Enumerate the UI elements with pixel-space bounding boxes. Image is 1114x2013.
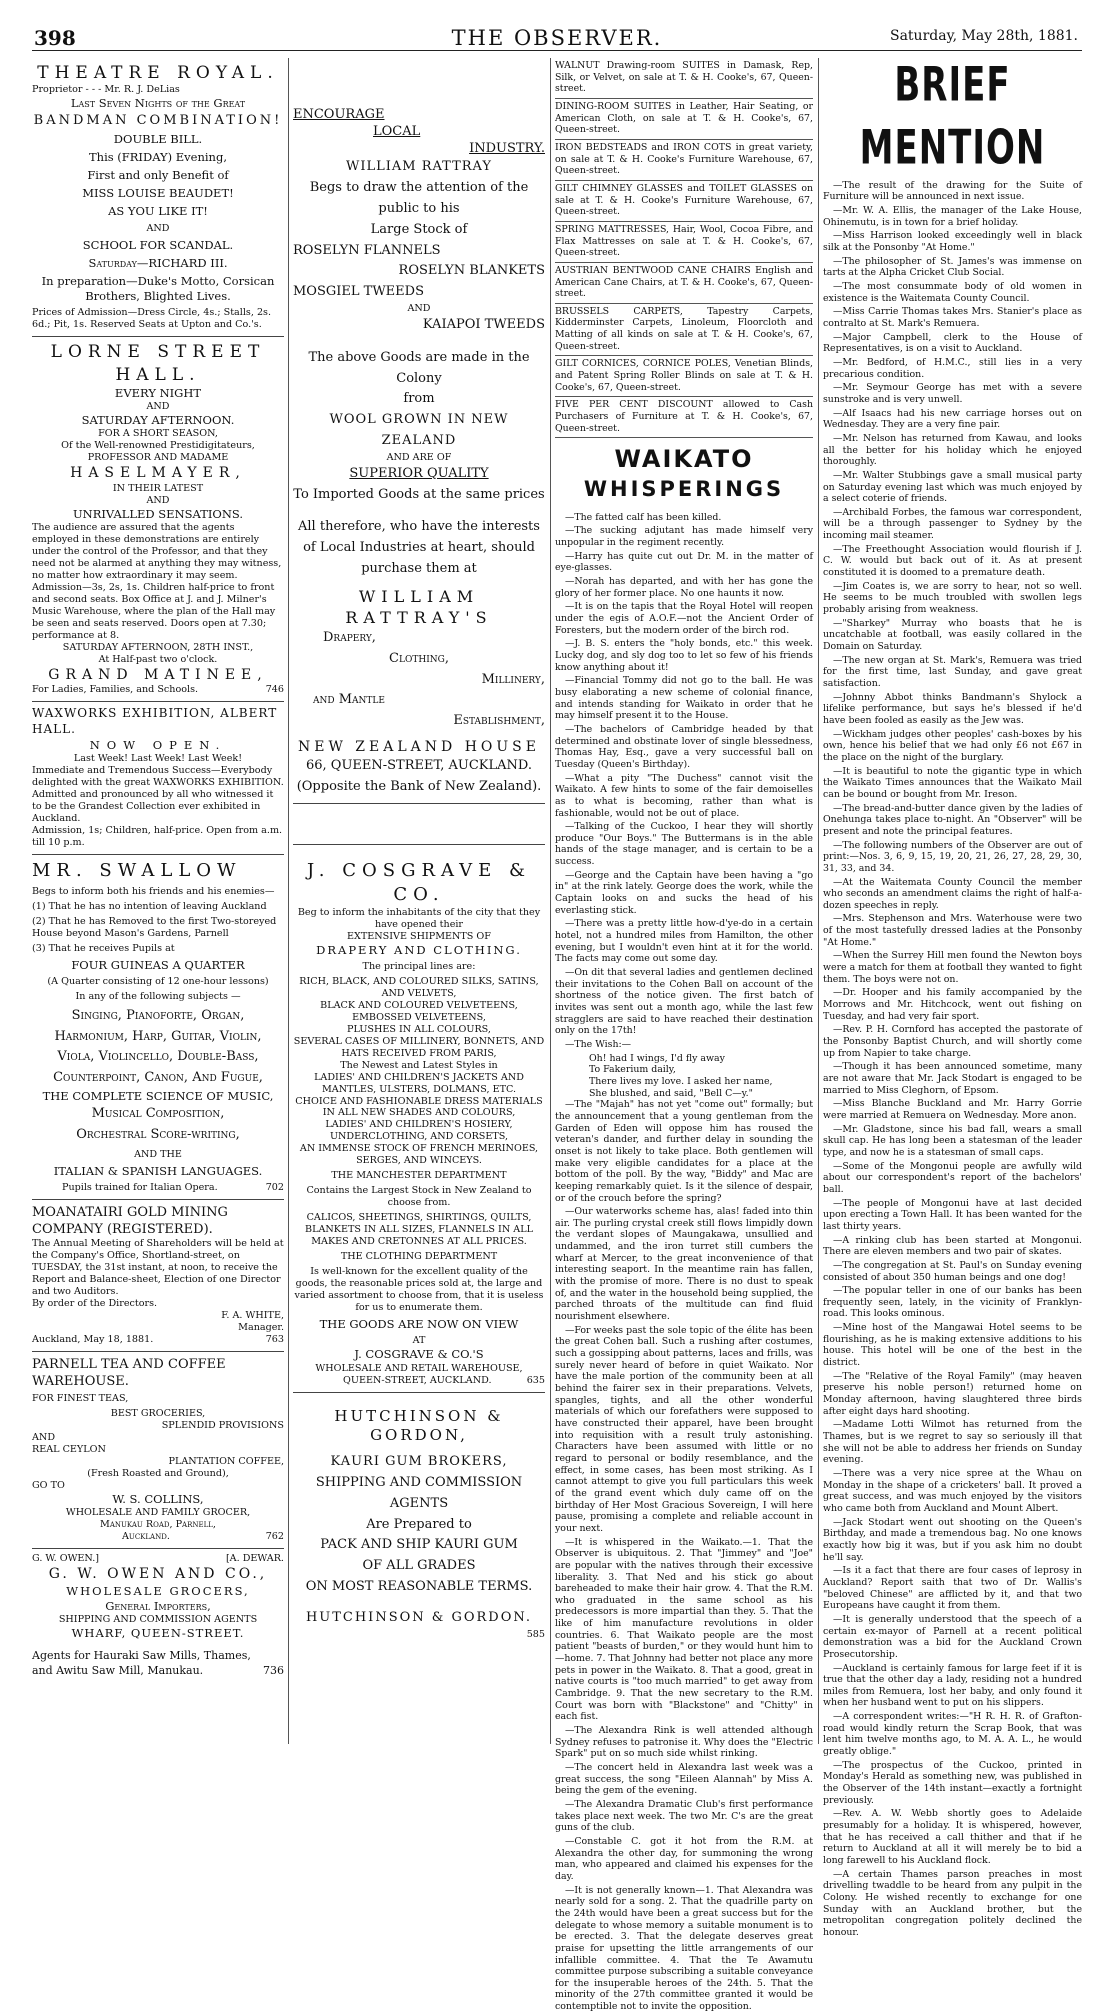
ad-line: Is well-known for the excellent quality of the goods, the reasonable prices sold at, the large and varied assortment to choose from, that it is useless for us to enumerate them. xyxy=(294,1266,544,1314)
ad-line: DRAPERY AND CLOTHING. xyxy=(316,942,522,957)
ad-line: Manager. xyxy=(238,1322,284,1334)
ad-line: Admission, 1s; Children, half-price. Open from a.m. till 10 p.m. xyxy=(32,825,283,848)
ad-heading: THEATRE ROYAL. xyxy=(37,63,279,83)
ad-line: PROFESSOR AND MADAME xyxy=(87,452,229,464)
brief-paragraph: —Mr. W. A. Ellis, the manager of the Lake House, Ohinemutu, is in town for a brief holiday. xyxy=(823,205,1082,228)
ad-line: (1) That he has no intention of leaving Auckland xyxy=(32,900,267,912)
ad-line: NOW OPEN. xyxy=(89,737,227,752)
ad-line: W. S. COLLINS, xyxy=(112,1492,204,1507)
ad-line: AND xyxy=(32,1432,56,1444)
ad-line: Millinery, xyxy=(481,671,545,687)
ad-line: ITALIAN & SPANISH LANGUAGES. xyxy=(53,1163,263,1178)
ad-line: ON MOST REASONABLE TERMS. xyxy=(305,1578,533,1594)
ad-line: J. COSGRAVE & CO.'S xyxy=(354,1347,484,1362)
ad-line: The Newest and Latest Styles in xyxy=(340,1059,498,1071)
brief-mention-title: BRIEF MENTION xyxy=(859,56,1046,176)
furniture-ad: GILT CHIMNEY GLASSES and TOILET GLASSES on sale at T. & H. Cooke's Furniture Warehouse, 67, Queen-street. xyxy=(555,181,813,222)
ad-hutchinson-gordon xyxy=(293,1393,545,1646)
article-paragraph: —Constable C. got it hot from the R.M. at Alexandra the other day, for summoning the wrong man, who appeared and claimed his expenses for the day. xyxy=(555,1835,813,1882)
brief-paragraph: —Mr. Nelson has returned from Kawau, and looks all the better for his holiday which he enjoyed thoroughly. xyxy=(823,432,1082,468)
ad-line: FOR A SHORT SEASON, xyxy=(98,428,218,440)
ad-line: LADIES' AND CHILDREN'S JACKETS AND MANTLES, ULSTERS, DOLMANS, ETC. xyxy=(314,1071,524,1095)
ad-line: PLUSHES IN ALL COLOURS, xyxy=(347,1023,491,1035)
ad-number: 762 xyxy=(265,1531,284,1543)
ad-line: EVERY NIGHT xyxy=(114,386,202,401)
ad-line: NEW ZEALAND HOUSE xyxy=(298,738,540,755)
ad-line: AT xyxy=(412,1335,426,1347)
ad-line: SCHOOL FOR SCANDAL. xyxy=(82,237,234,252)
ad-line: AN IMMENSE STOCK OF FRENCH MERINOES, SERGES, AND WINCEYS. xyxy=(299,1143,539,1167)
ad-line: WHOLESALE GROCERS, xyxy=(66,1583,250,1598)
brief-paragraph: —Wickham judges other peoples' cash-boxes by his own, hence his belief that we had only £6 not £67 in the place on the night of the burglary. xyxy=(823,728,1082,763)
brief-paragraph: —A correspondent writes:—"H R. H. R. of Grafton-road would kindly return the Scrap Book, that was lent him twelve months ago, to M. A. A. L., he would greatly oblige." xyxy=(823,1711,1082,1758)
ad-line: THE CLOTHING DEPARTMENT xyxy=(340,1251,498,1263)
ad-line: PLANTATION COFFEE, xyxy=(168,1456,284,1468)
furniture-ad: SPRING MATTRESSES, Hair, Wool, Cocoa Fibre, and Flax Mattresses on sale at T. & H. Cooke's, 67, Queen-street. xyxy=(555,222,813,263)
ad-line: ROSELYN FLANNELS xyxy=(293,242,441,258)
ad-line: (Opposite the Bank of New Zealand). xyxy=(296,779,542,795)
ad-line: Agents for Hauraki Saw Mills, Thames, and Awitu Saw Mill, Manukau. xyxy=(32,1649,251,1677)
article-paragraph: —There was a pretty little how-d'ye-do in a certain hotel, not a hundred miles from Hamilton, the other evening, but I wouldn't even hint at it for the world. The facts may come out some day. xyxy=(555,918,813,965)
ad-line: (A Quarter consisting of 12 one-hour lessons) xyxy=(47,975,269,987)
ad-waxworks xyxy=(32,702,284,855)
poem-line: There lives my love. I asked her name, xyxy=(589,1075,773,1087)
furniture-ad: BRUSSELS CARPETS, Tapestry Carpets, Kidderminster Carpets, Linoleum, Floorcloth and Matting of all kinds on sale at T. & H. Cooke's, 67, Queen-street. xyxy=(555,304,813,357)
ad-line: SHIPPING AND COMMISSION AGENTS xyxy=(315,1474,523,1511)
brief-paragraph: —There was a very nice spree at the Whau on Monday in the shape of a cricketers' ball. It proved a great success, and was much enjoyed by the visitors who came both from Auckland and Mount Albert. xyxy=(823,1468,1082,1514)
brief-paragraph: —The people of Mongonui have at last decided upon erecting a Town Hall. It has been wanted for the last thirty years. xyxy=(823,1197,1082,1232)
ad-line: MOSGIEL TWEEDS xyxy=(293,284,424,300)
ad-line: FOR FINEST TEAS, xyxy=(32,1393,129,1405)
cooke-furniture-ads xyxy=(555,58,813,438)
ad-line: Last Week! Last Week! Last Week! xyxy=(73,753,243,765)
ad-line: THE GOODS ARE NOW ON VIEW xyxy=(319,1317,519,1332)
column-rule xyxy=(818,58,819,1744)
ad-number: 702 xyxy=(265,1181,284,1193)
article-paragraph: —The Alexandra Dramatic Club's first performance takes place next week. The two Mr. C's are the great guns of the club. xyxy=(555,1798,813,1834)
ad-heading: ENCOURAGE xyxy=(293,107,385,122)
ad-line: (Fresh Roasted and Ground), xyxy=(87,1468,229,1480)
article-paragraph: —The concert held in Alexandra last week was a great success, the song "Eileen Alannah" by Miss A. being the gem of the evening. xyxy=(555,1762,813,1797)
furniture-ad: IRON BEDSTEADS and IRON COTS in great variety, on sale at T. & H. Cooke's Furniture Warehouse, 67, Queen-street. xyxy=(555,140,813,181)
ad-line: AND xyxy=(146,494,170,506)
ad-line: LADIES' AND CHILDREN'S HOSIERY, UNDERCLOTHING, AND CORSETS, xyxy=(325,1119,513,1143)
ad-line: WOOL GROWN IN NEW ZEALAND xyxy=(329,412,509,449)
ad-line: WILLIAM RATTRAY'S xyxy=(345,586,493,627)
article-paragraph: —Talking of the Cuckoo, I hear they will shortly produce "Our Boys." The Buttermans is in the able hands of the stage manager, and is certain to be a success. xyxy=(555,821,813,868)
article-paragraph: —The sucking adjutant has made himself very unpopular in the regiment recently. xyxy=(555,525,813,549)
article-paragraph: —On dit that several ladies and gentlemen declined their invitations to the Cohen Ball on account of the shortness of the notice given. The first batch of invites was sent out a month ago, while the last few stragglers are said to have reached their destination only on the 17th! xyxy=(555,967,813,1037)
ad-number: 585 xyxy=(526,1628,545,1640)
furniture-ad: AUSTRIAN BENTWOOD CANE CHAIRS English and American Cane Chairs, at T. & H. Cooke's, 67, Queen-street. xyxy=(555,263,813,304)
ad-line: BLACK AND COLOURED VELVETEENS, xyxy=(320,999,518,1011)
column-rule xyxy=(550,58,551,1744)
ad-line: At Half-past two o'clock. xyxy=(98,653,218,665)
ad-line: Saturday—RICHARD III. xyxy=(88,255,228,270)
ad-line: and Mantle xyxy=(313,692,385,708)
brief-paragraph: —The prospectus of the Cuckoo, printed in Monday's Herald as something new, was published in the Observer of the 14th instant—exactly a fortnight previously. xyxy=(823,1759,1082,1806)
ad-line: First and only Benefit of xyxy=(87,168,229,183)
ad-line: Large Stock of xyxy=(370,221,468,237)
ad-william-rattray xyxy=(293,58,545,804)
brief-paragraph: —Auckland is certainly famous for large feet if it is true that the other day a lady, residing not a hundred miles from Remuera, lost her baby, and only found it when her husband went to put on his slippers. xyxy=(823,1662,1082,1709)
ad-line: WHARF, QUEEN-STREET. xyxy=(71,1626,245,1641)
ad-line: Begs to inform both his friends and his enemies— xyxy=(32,885,275,897)
ad-line: To Imported Goods at the same prices xyxy=(293,486,545,502)
ad-line: CHOICE AND FASHIONABLE DRESS MATERIALS IN ALL NEW SHADES AND COLOURS, xyxy=(295,1095,543,1119)
masthead-title: THE OBSERVER. xyxy=(451,26,663,50)
column-rule xyxy=(288,58,289,1744)
ad-line: RICH, BLACK, AND COLOURED SILKS, SATINS, AND VELVETS, xyxy=(299,975,539,999)
ad-line: AND xyxy=(407,303,431,315)
ad-line: Of the Well-renowned Prestidigitateurs, xyxy=(61,440,255,452)
poem-line: To Fakerium daily, xyxy=(589,1064,676,1076)
ad-line: Admission—3s, 2s, 1s. Children half-price to front and second seats. Box Office at J. and J. Milner's Music Warehouse, where the plan of the Hall may be seen and seats reserved. Doors open at 7.30; performance at 8. xyxy=(32,581,276,641)
brief-paragraph: —Miss Blanche Buckland and Mr. Harry Gorrie were married at Remuera on Wednesday. More anon. xyxy=(823,1098,1082,1121)
ad-parnell-tea xyxy=(32,1352,284,1549)
ad-line: (2) That he has Removed to the first Two-storeyed House beyond Mason's Gardens, Parnell xyxy=(32,915,277,939)
brief-paragraph: —Though it has been announced sometime, many are not aware that Mr. Jack Stodart is engaged to be married to Miss Cleghorn, of Epsom. xyxy=(823,1061,1082,1096)
article-paragraph: —It is on the tapis that the Royal Hotel will reopen under the egis of A.O.F.—not the Ancient Order of Foresters, but the modern order of the birch rod. xyxy=(555,601,813,636)
article-paragraph: —What a pity "The Duchess" cannot visit the Waikato. A few hints to some of the fair demoiselles as to what is becoming, rather than what is fashionable, would not be out of place. xyxy=(555,772,813,819)
article-paragraph: —It is whispered in the Waikato.—1. That the Observer is ubiquitous. 2. That "Jimmey" and "Joe" are popular with the natives through their excessive liberality. 3. That Ned and his stick go about bareheaded to make their hair grow. 4. That the R.M. who graduated in the same school as his predecessors is more impartial than they. 5. That the like of him manufacture revolutions in older countries. 6. That Waikato people are the most patient "beasts of burden," or they would hunt him to—home. 7. That Johnny had better not place any more pets in power in the Waikato. 8. That a good, great in native courts is "too much married" to get away from Cambridge. 9. That the new secretary to the R.M. Court was born with "Blackstone" and "Chitty" in each fist. xyxy=(555,1536,813,1723)
ad-line: OF ALL GRADES xyxy=(362,1558,476,1574)
brief-paragraph: —At the Waitemata County Council the member who seconds an amendment claims the right of half-a-dozen speeches in reply. xyxy=(823,876,1082,911)
furniture-ad: DINING-ROOM SUITES in Leather, Hair Seating, or American Cloth, on sale at T. & H. Cooke's, 67, Queen-street. xyxy=(555,99,813,140)
article-paragraph: —The fatted calf has been killed. xyxy=(565,511,722,523)
article-paragraph: —The Alexandra Rink is well attended although Sydney refuses to patronise it. Why does the "Electric Spark" put on so much side whilst rinking. xyxy=(555,1725,813,1760)
waikato-whisperings-body xyxy=(555,512,813,2013)
brief-paragraph: —The most consummate body of old women in existence is the Waitemata County Council. xyxy=(823,281,1082,304)
ad-line: Orchestral Score-writing, xyxy=(76,1126,240,1142)
ad-line: Drapery, xyxy=(323,630,376,645)
ad-line: IN THEIR LATEST xyxy=(112,482,204,494)
brief-paragraph: —Mr. Gladstone, since his bad fall, wears a small skull cap. He has long been a statesman of the leader type, and now he is a statesman of small caps. xyxy=(823,1123,1082,1158)
brief-paragraph: —Alf Isaacs had his new carriage horses out on Wednesday. They are a very fine pair. xyxy=(823,407,1082,431)
ad-number: 736 xyxy=(263,1663,284,1677)
ad-heading: INDUSTRY. xyxy=(469,141,545,157)
ad-line: ROSELYN BLANKETS xyxy=(398,263,545,279)
ad-line: KAIAPOI TWEEDS xyxy=(422,317,545,333)
brief-paragraph: —Major Campbell, clerk to the House of Representatives, is on a visit to Auckland. xyxy=(823,331,1082,355)
brief-paragraph: —Miss Carrie Thomas takes Mrs. Stanier's place as contralto at St. Mark's Remuera. xyxy=(823,306,1082,329)
ad-line: In preparation—Duke's Motto, Corsican Brothers, Blighted Lives. xyxy=(41,273,275,304)
ad-line: Viola, Violincello, Double-Bass, xyxy=(57,1049,259,1065)
ad-line: F. A. WHITE, xyxy=(221,1310,284,1322)
brief-paragraph: —Mine host of the Mangawai Hotel seems to be flourishing, as he is making extensive additions to his house. This hotel will be one of the best in the district. xyxy=(823,1322,1082,1369)
ad-line: For Ladies, Families, and Schools. xyxy=(32,684,199,696)
brief-paragraph: —Rev. A. W. Webb shortly goes to Adelaide presumably for a holiday. It is whispered, however, that he has received a call thither and that if he return to Auckland at all it will merely be to bid a long farewell to his Auckland flock. xyxy=(823,1808,1082,1866)
ad-heading: PARNELL TEA AND COFFEE WAREHOUSE. xyxy=(32,1357,226,1390)
furniture-ad: GILT CORNICES, CORNICE POLES, Venetian Blinds, and Patent Spring Roller Blinds on sale at T. & H. Cooke's, 67, Queen-street. xyxy=(555,356,813,397)
ad-heading: WAXWORKS EXHIBITION, ALBERT HALL. xyxy=(32,706,278,737)
issue-date: Saturday, May 28th, 1881. xyxy=(889,28,1078,44)
brief-paragraph: —Miss Harrison looked exceedingly well in black silk at the Ponsonby "At Home." xyxy=(823,230,1082,254)
ad-line: SUPERIOR QUALITY xyxy=(349,465,489,481)
ad-heading: MOANATAIRI GOLD MINING COMPANY (REGISTERED). xyxy=(32,1204,228,1238)
ad-line: Counterpoint, Canon, And Fugue, xyxy=(53,1070,263,1086)
ad-line: Manukau Road, Parnell, xyxy=(100,1519,216,1531)
brief-paragraph: —When the Surrey Hill men found the Newton boys were a match for them at football they wanted to fight them. The boys were not on. xyxy=(823,950,1082,985)
article-paragraph: —Harry has quite cut out Dr. M. in the matter of eye-glasses. xyxy=(555,550,813,574)
ad-line: SEVERAL CASES OF MILLINERY, BONNETS, AND HATS RECEIVED FROM PARIS, xyxy=(293,1035,545,1059)
section-title-line: WHISPERINGS xyxy=(583,477,785,502)
ad-line: from xyxy=(403,391,435,407)
ad-number: 763 xyxy=(265,1334,284,1346)
ad-line: Auckland, May 18, 1881. xyxy=(32,1334,154,1346)
ad-theatre-royal xyxy=(32,58,284,337)
brief-paragraph: —Is it a fact that there are four cases of leprosy in Auckland? Report saith that two of Dr. Wallis's "beloved Chinese" are afflicted by it, and that two Europeans have caught it from them. xyxy=(823,1565,1082,1612)
ad-line: REAL CEYLON xyxy=(32,1444,106,1456)
brief-paragraph: —The new organ at St. Mark's, Remuera was tried for the first time, last Sunday, and gave great satisfaction. xyxy=(823,654,1082,689)
brief-paragraph: —Johnny Abbot thinks Bandmann's Shylock a lifelike performance, but says he's blessed if he'd have been fooled as easily as the Jew was. xyxy=(823,691,1082,726)
brief-paragraph: —A rinking club has been started at Mongonui. There are eleven members and two pair of skates. xyxy=(823,1234,1082,1258)
ad-line: AND ARE OF xyxy=(386,451,452,463)
ad-line: (3) That he receives Pupils at xyxy=(32,942,175,954)
ad-heading: G. W. OWEN AND CO., xyxy=(48,1566,268,1583)
ad-line: CALICOS, SHEETINGS, SHIRTINGS, QUILTS, BLANKETS IN ALL SIZES, FLANNELS IN ALL MAKES AND CRETONNES AT ALL PRICES. xyxy=(305,1212,533,1248)
ad-line: Contains the Largest Stock in New Zealand to choose from. xyxy=(306,1185,532,1209)
brief-paragraph: —Jim Coates is, we are sorry to hear, not so well. He seems to be much troubled with swollen legs probably arising from weakness. xyxy=(823,580,1082,616)
ad-heading: LORNE STREET HALL. xyxy=(50,342,266,385)
page-header xyxy=(32,26,1082,51)
ad-line: THE MANCHESTER DEPARTMENT xyxy=(331,1170,507,1182)
ad-line: Singing, Pianoforte, Organ, xyxy=(71,1007,245,1023)
ad-line: BEST GROCERIES, xyxy=(110,1408,206,1420)
ad-line: HASELMAYER, xyxy=(70,465,246,482)
ad-line: G. W. OWEN.] xyxy=(32,1553,100,1565)
ad-lorne-street-hall xyxy=(32,337,284,702)
ad-line: EMBOSSED VELVETEENS, xyxy=(352,1011,486,1023)
ad-line: WHOLESALE AND FAMILY GROCER, xyxy=(65,1507,251,1519)
brief-mention-body xyxy=(823,180,1082,1939)
ad-line: [A. DEWAR. xyxy=(225,1553,284,1565)
article-paragraph: —It is not generally known—1. That Alexandra was nearly sold for a song. 2. That the quadrille party on the 24th would have been a great success but for the delegate to whose memory a suitable monument is to be erected. 3. That the delegate deserves great praise for upsetting the little arrangements of our infallible committee. 4. That the Te Awamutu committee purpose subscribing a suitable conveyance for the insuperable heroes of the 24th. 5. That the minority of the 27th committee granted it would be contemptible not to invite the opposition. xyxy=(555,1884,814,2013)
brief-paragraph: —It is beautiful to note the gigantic type in which the Waikato Times announces that the Waikato Mail can be bound or bought from Mr. Ireson. xyxy=(823,765,1082,800)
brief-paragraph: —Some of the Mongonui people are awfully wild about our correspondent's report of the bachelors' ball. xyxy=(823,1160,1082,1195)
ad-line: SATURDAY AFTERNOON, 28TH INST., xyxy=(62,641,254,653)
article-paragraph: —George and the Captain have been having a "go in" at the rink lately. George does the work, while the Captain looks on and sucks the head of his everlasting stick. xyxy=(555,869,813,916)
ad-line: WILLIAM RATTRAY xyxy=(345,159,492,175)
ad-owen-co xyxy=(32,1549,284,1686)
ad-line: PACK AND SHIP KAURI GUM xyxy=(320,1537,518,1553)
brief-paragraph: —It is generally understood that the speech of a certain ex-mayor of Parnell at a recent political demonstration was a bid for the Auckland Crown Prosecutorship. xyxy=(823,1613,1082,1660)
ad-heading: J. COSGRAVE & CO. xyxy=(306,860,532,905)
ad-line: GO TO xyxy=(32,1480,65,1492)
brief-paragraph: —The congregation at St. Paul's on Sunday evening consisted of about 350 human beings and one dog! xyxy=(823,1259,1082,1283)
ad-line: Pupils trained for Italian Opera. xyxy=(62,1181,218,1193)
article-paragraph: —Norah has departed, and with her has gone the glory of her former place. No one haunts it now. xyxy=(555,576,813,599)
brief-paragraph: —The bread-and-butter dance given by the ladies of Onehunga takes place to-night. An "Observer" will be present and note the principal features. xyxy=(823,802,1082,837)
brief-paragraph: —The popular teller in one of our banks has been frequently seen, lately, in the vicinity of Franklyn-road. This looks ominous. xyxy=(823,1285,1082,1320)
ad-line: KAURI GUM BROKERS, xyxy=(330,1454,508,1470)
brief-paragraph: —Dr. Hooper and his family accompanied by the Morrows and Mr. Hitchcock, went out fishing on Tuesday, and had very fair sport. xyxy=(823,987,1082,1022)
ad-line: HUTCHINSON & GORDON. xyxy=(305,1609,533,1625)
article-paragraph: —The "Majah" has not yet "come out" formally; but the announcement that a young gentleman from the Garden of Eden will oppose him has roused the veteran's dander, and further delay in sounding the onset is not likely to take place. Both gentlemen will make very eligible candidates for a place at the bottom of the poll. By the way, "Biddy" and Mac are keeping remarkably quiet. Is it the silence of despair, or of the crouch before the spring? xyxy=(555,1099,813,1204)
article-paragraph: —J. B. S. enters the "holy bonds, etc." this week. Lucky dog, and sly dog too to let so few of his friends know anything about it! xyxy=(555,638,813,673)
brief-paragraph: —The Freethought Association would flourish if J. C. W. would but back out of it. As at present constituted it is doomed to a premature death. xyxy=(823,543,1082,579)
ad-number: 635 xyxy=(526,1374,545,1386)
ad-line: In any of the following subjects — xyxy=(75,990,241,1002)
brief-paragraph: —Mr. Walter Stubbings gave a small musical party on Saturday evening last which was much enjoyed by a select coterie of friends. xyxy=(823,469,1082,505)
ad-line: By order of the Directors. xyxy=(32,1298,158,1310)
ad-line: The audience are assured that the agents employed in these demonstrations are entirely under the control of the Professor, and that they need not be alarmed at anything they may witness, no matter how extraordinary it may seem. xyxy=(32,522,282,581)
column-1 xyxy=(32,58,284,1744)
ad-cosgrave xyxy=(293,844,545,1392)
poem-line: She blushed, and said, "Bell C—y." xyxy=(589,1087,753,1099)
article-paragraph: —The Wish:— xyxy=(565,1038,632,1050)
ad-mr-swallow xyxy=(32,855,284,1200)
ad-line: Harmonium, Harp, Guitar, Violin, xyxy=(54,1028,262,1044)
ad-line: The above Goods are made in the Colony xyxy=(308,349,530,386)
article-paragraph: —The bachelors of Cambridge headed by that determined and obstinate lover of single blessedness, Thomas Hay, Esq., gave a very successful ball on Tuesday (Queen's Birthday). xyxy=(555,723,813,770)
article-paragraph: —Our waterworks scheme has, alas! faded into thin air. The purling crystal creek still flows limpidly down the verdant slopes of Maungakawa, unsullied and undammed, and the iron turret still cumbers the wharf at Mercer, to the great inconvenience of that interesting seaport. In the meantime rain has fallen, with the promise of more. There is no dust to speak of, and the water in the household being supplied, the parched throats of the multitude can find fluid nourishment elsewhere. xyxy=(555,1206,813,1323)
brief-paragraph: —The result of the drawing for the Suite of Furniture will be announced in next issue. xyxy=(823,179,1082,203)
brief-paragraph: —A certain Thames parson preaches in most drivelling twaddle to be heard from any pulpit in the Colony. He wished recently to exchange for one Sunday with an Auckland brother, but the metropolitan congregation politely declined the honour. xyxy=(823,1868,1082,1938)
ad-line: UNRIVALLED SENSATIONS. xyxy=(72,506,244,521)
ad-line: Proprietor - - - Mr. R. J. DeLias xyxy=(32,84,180,96)
furniture-ad: FIVE PER CENT DISCOUNT allowed to Cash Purchasers of Furniture at T. & H. Cooke's, 67, Queen-street. xyxy=(555,397,813,438)
ad-line: THE COMPLETE SCIENCE OF MUSIC, xyxy=(42,1088,274,1103)
ad-line: The principal lines are: xyxy=(362,960,476,972)
ad-line: EXTENSIVE SHIPMENTS OF xyxy=(347,930,491,942)
ad-line: The Annual Meeting of Shareholders will be held at the Company's Office, Shortland-street, on TUESDAY, the 31st instant, at noon, to receive the Report and Balance-sheet, Election of one Director and two Auditors. xyxy=(32,1238,284,1298)
ad-line: FOUR GUINEAS A QUARTER xyxy=(71,957,245,972)
ad-line: 66, QUEEN-STREET, AUCKLAND. xyxy=(305,758,533,774)
article-paragraph: —For weeks past the sole topic of the élite has been the great Cohen ball. Such a rushing after costumes, such a gossipping about patterns, laces and frills, was surely never heard of before in quiet Waikato. Nor have the male portion of the community been at all behind the fairer sex in their preparations. Velvets, spangles, tights, and all the other wonderful materials of which our forefathers were supposed to have constructed their apparel, have been brought into requisition with a result truly astonishing. Characters have been assumed with little or no regard to personal or bodily resemblance, and the effect, in some cases, has been most striking. As I cannot attempt to give you full particulars this week of the grand event which duly came off on the birthday of Her Most Gracious Sovereign, I will here pause, promising a complete and reliable account in your next. xyxy=(555,1324,813,1534)
ad-moanataiari xyxy=(32,1200,284,1352)
article-paragraph: —Financial Tommy did not go to the ball. He was busy elaborating a new scheme of colonial finance, and intends standing for Waikato in order that he may himself present it to the House. xyxy=(555,675,813,722)
ad-line: SATURDAY AFTERNOON. xyxy=(81,413,235,428)
ad-line: Establishment, xyxy=(453,713,545,729)
ad-line: MISS LOUISE BEAUDET! xyxy=(82,186,234,201)
brief-paragraph: —Jack Stodart went out shooting on the Queen's Birthday, and made a tremendous bag. No one knows exactly how big it was, but if you ask him no doubt he'll say. xyxy=(823,1516,1082,1563)
brief-paragraph: —Archibald Forbes, the famous war correspondent, will be a through passenger to Sydney by the incoming mail steamer. xyxy=(823,506,1082,542)
ad-heading: LOCAL xyxy=(373,124,421,140)
ad-line: Immediate and Tremendous Success—Everybody delighted with the great WAXWORKS EXHIBITION. Admitted and pronounced by all who witnessed it to be the Grandest Collection ever exhibited in Auckland. xyxy=(32,765,284,825)
furniture-ad: WALNUT Drawing-room SUITES in Damask, Rep, Silk, or Velvet, on sale at T. & H. Cooke's, 67, Queen-street. xyxy=(555,58,813,99)
brief-paragraph: —"Sharkey" Murray who boasts that he is uncatchable at football, was easily collared in the Domain on Saturday. xyxy=(823,617,1082,653)
brief-paragraph: —Rev. P. H. Cornford has accepted the pastorate of the Ponsonby Baptist Church, and will shortly come up from Napier to take charge. xyxy=(823,1024,1082,1059)
ad-line: This (FRIDAY) Evening, xyxy=(89,149,227,164)
ad-line: SPLENDID PROVISIONS xyxy=(161,1420,284,1432)
ad-line: AND THE xyxy=(134,1148,182,1160)
page-number: 398 xyxy=(34,26,76,50)
ad-line: GRAND MATINEE, xyxy=(48,666,268,683)
ad-number: 746 xyxy=(265,684,284,696)
ad-line: WHOLESALE AND RETAIL WAREHOUSE, xyxy=(315,1362,523,1374)
ad-line: Clothing, xyxy=(389,650,449,666)
ad-line: Beg to inform the inhabitants of the city that they have opened their xyxy=(297,906,541,930)
ad-line: AS YOU LIKE IT! xyxy=(108,204,208,219)
column-4 xyxy=(823,56,1082,1938)
ad-line: AND xyxy=(146,401,170,413)
ad-line: SHIPPING AND COMMISSION AGENTS xyxy=(58,1614,258,1626)
brief-paragraph: —Mr. Bedford, of H.M.C., still lies in a very precarious condition. xyxy=(823,356,1082,380)
ad-line: DOUBLE BILL. xyxy=(113,131,203,146)
poem xyxy=(555,1053,813,1100)
ad-line: QUEEN-STREET, AUCKLAND. xyxy=(343,1374,492,1386)
ad-heading: MR. SWALLOW xyxy=(32,859,242,881)
waikato-whisperings-title xyxy=(555,444,813,503)
brief-paragraph: —Mr. Seymour George has met with a severe sunstroke and is very unwell. xyxy=(823,382,1082,405)
ad-line: Begs to draw the attention of the public to his xyxy=(309,180,529,217)
ad-line: Musical Composition, xyxy=(91,1106,225,1122)
brief-paragraph: —The following numbers of the Observer are out of print:—Nos. 3, 6, 9, 15, 19, 20, 21, 26, 27, 28, 29, 30, 31, 33, and 34. xyxy=(823,839,1082,874)
brief-paragraph: —Madame Lotti Wilmot has returned from the Thames, but is we regret to say so seriously ill that she will not be able to address her friends on Sunday evening. xyxy=(823,1419,1082,1466)
brief-paragraph: —The philosopher of St. James's was immense on tarts at the Alpha Cricket Club Social. xyxy=(823,255,1082,279)
brief-paragraph: —Mrs. Stephenson and Mrs. Waterhouse were two of the most tastefully dressed ladies at the Ponsonby "At Home." xyxy=(823,913,1082,948)
brief-paragraph: —The "Relative of the Royal Family" (may heaven preserve his noble person!) returned home on Monday afternoon, having slaughtered three birds after eight days hard shooting. xyxy=(823,1370,1082,1417)
ad-line: AND xyxy=(146,222,170,234)
ad-line: Prices of Admission—Dress Circle, 4s.; Stalls, 2s. 6d.; Pit, 1s. Reserved Seats at Upton and Co.'s. xyxy=(32,307,272,331)
poem-line: Oh! had I wings, I'd fly away xyxy=(589,1052,725,1064)
ad-line: Last Seven Nights of the Great xyxy=(70,96,246,111)
ad-line: General Importers, xyxy=(105,1599,211,1613)
ad-line: BANDMAN COMBINATION! xyxy=(33,112,283,128)
column-3 xyxy=(555,58,814,2013)
ad-line: All therefore, who have the interests of Local Industries at heart, should purchase them at xyxy=(298,519,540,576)
ad-heading: HUTCHINSON & GORDON, xyxy=(334,1406,504,1445)
section-title-line: WAIKATO xyxy=(614,445,754,474)
ad-line: Auckland. xyxy=(122,1531,170,1543)
column-2 xyxy=(293,58,545,1744)
ad-line: Are Prepared to xyxy=(366,1516,472,1532)
